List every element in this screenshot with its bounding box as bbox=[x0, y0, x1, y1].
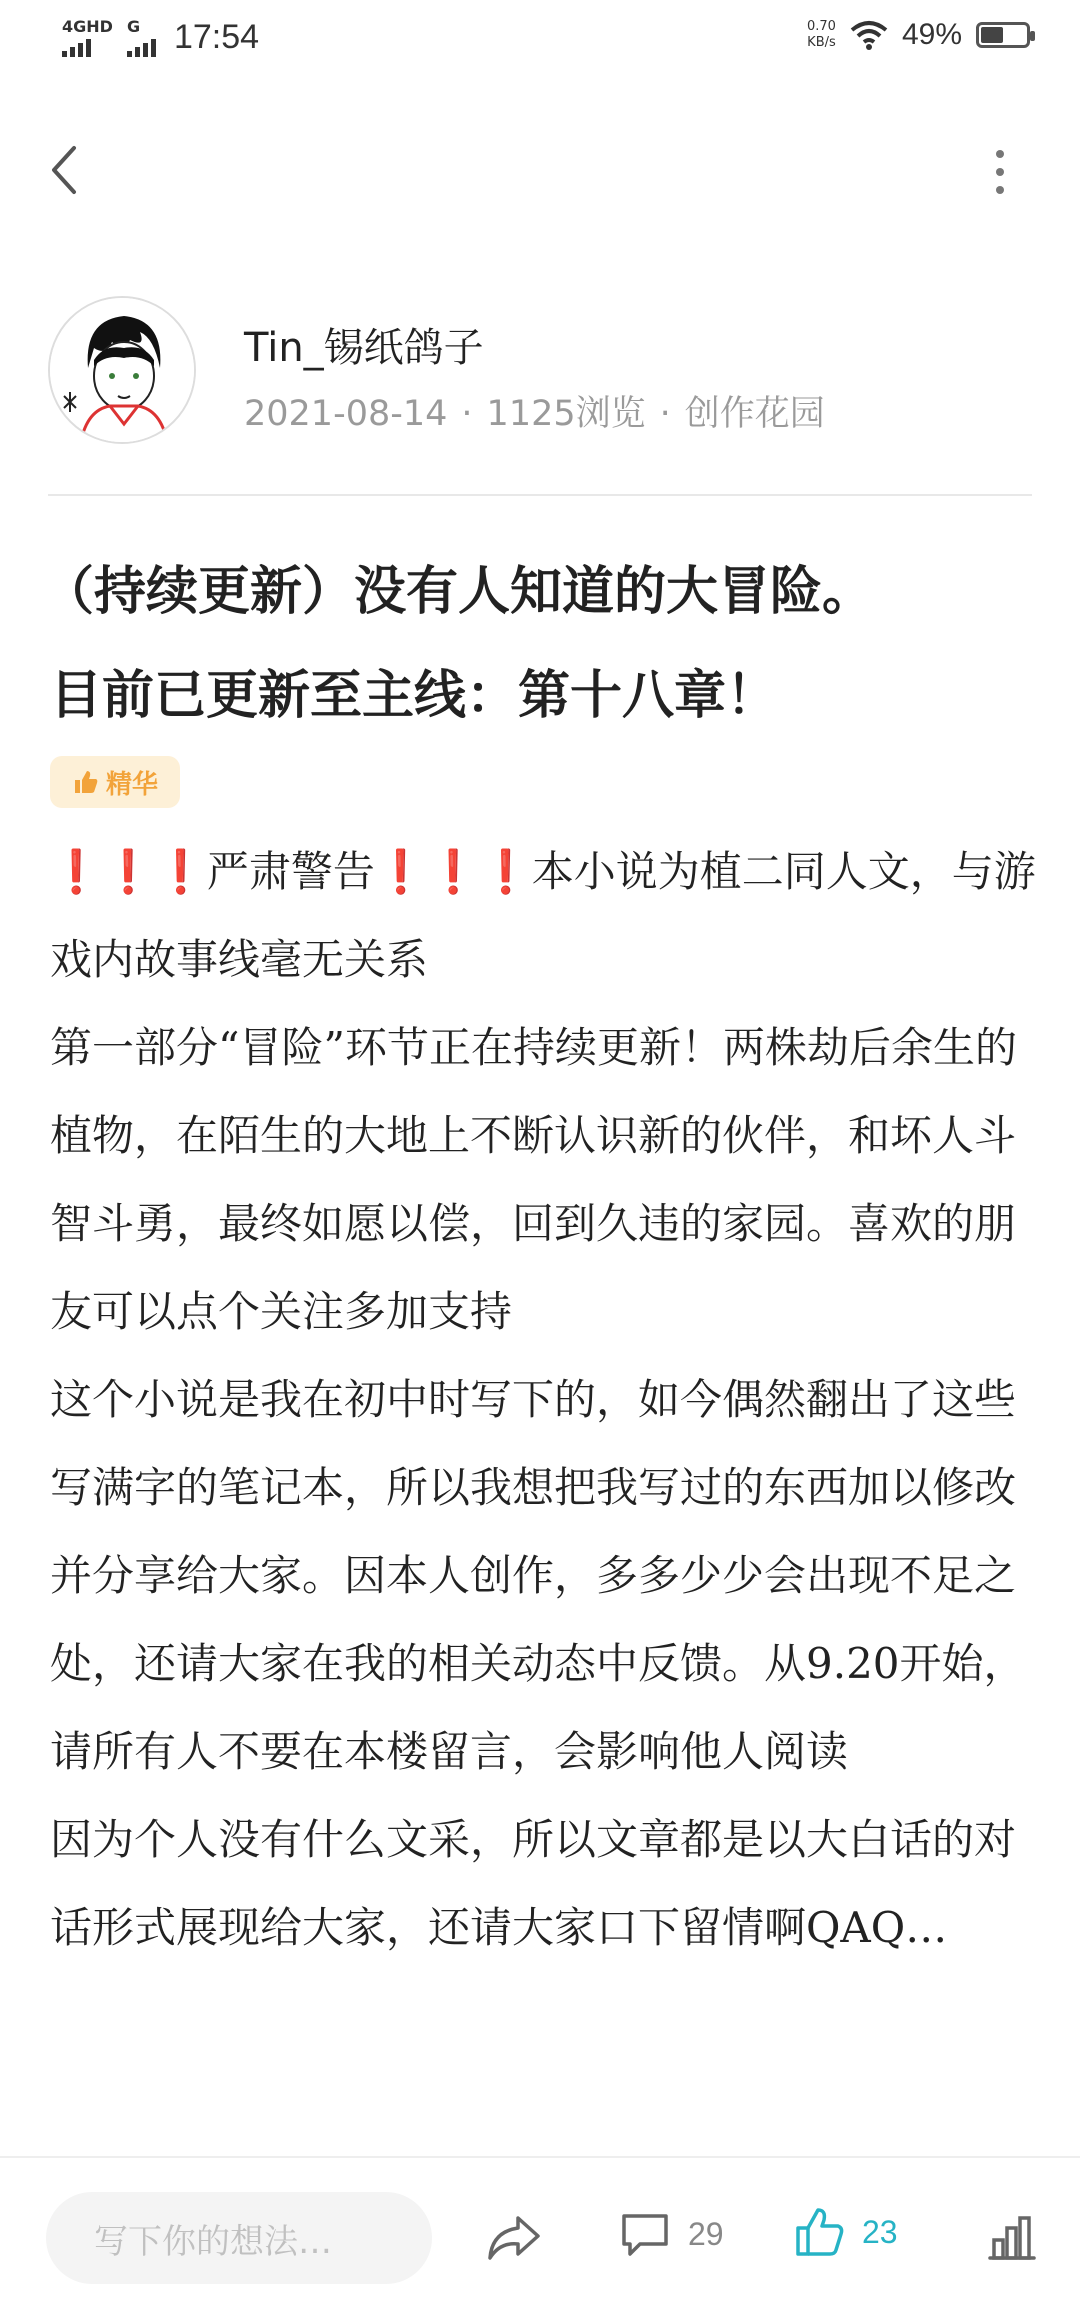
chevron-left-icon bbox=[44, 140, 84, 200]
comment-button[interactable] bbox=[620, 2210, 724, 2258]
network-speed bbox=[807, 19, 836, 51]
badge-label: 精华 bbox=[105, 769, 158, 800]
back-button[interactable] bbox=[44, 140, 84, 200]
speed-value: 0.70 bbox=[807, 19, 836, 34]
status-right bbox=[807, 18, 1030, 52]
post-meta bbox=[244, 386, 825, 436]
meta-separator: · bbox=[659, 394, 671, 434]
author-name[interactable]: Tin_锡纸鸽子 bbox=[244, 325, 484, 371]
title-line-2: 目前已更新至主线：第十八章！ bbox=[50, 665, 779, 726]
signal-bars-icon-2 bbox=[127, 35, 156, 57]
author-avatar[interactable] bbox=[48, 296, 196, 444]
warning-label: 严肃警告 bbox=[206, 847, 375, 896]
header-divider bbox=[48, 494, 1032, 496]
post-title bbox=[42, 540, 1040, 748]
network-indicator-2 bbox=[126, 16, 156, 57]
title-line-1: （持续更新）没有人知道的大冒险。 bbox=[42, 561, 875, 622]
warning-marks: ❗❗❗ bbox=[374, 847, 532, 896]
post-body bbox=[50, 828, 1040, 1972]
network-type-label-2: G bbox=[126, 16, 141, 36]
paragraph-3: 这个小说是我在初中时写下的，如今偶然翻出了这些写满字的笔记本，所以我想把我写过的东西加以修改并分享给大家。因本人创作，多多少少会出现不足之处，还请大家在我的相关动态中反馈。从9.20开始，请所有人不要在本楼留言，会影响他人阅读 bbox=[50, 1375, 1026, 1776]
like-count: 23 bbox=[862, 2213, 898, 2250]
view-count: 1125浏览 bbox=[486, 394, 646, 434]
bottom-action-bar bbox=[0, 2156, 1080, 2318]
warning-marks: ❗❗❗ bbox=[50, 847, 207, 896]
post-date: 2021-08-14 bbox=[244, 394, 448, 434]
paragraph-4: 因为个人没有什么文采，所以文章都是以大白话的对话形式展现给大家，还请大家口下留情啊QAQ… bbox=[50, 1815, 1017, 1952]
speed-unit: KB/s bbox=[807, 35, 836, 50]
comment-bubble-icon bbox=[620, 2210, 670, 2258]
thumbs-up-icon bbox=[72, 768, 100, 796]
comment-input[interactable]: 写下你的想法… bbox=[46, 2192, 432, 2284]
featured-badge bbox=[50, 756, 180, 808]
battery-icon bbox=[976, 22, 1030, 48]
paragraph-1-text: 本小说为植二同人文，与游戏内故事线毫无关系 bbox=[50, 847, 1036, 984]
network-type-label: 4GHD bbox=[62, 16, 113, 36]
status-left bbox=[62, 18, 259, 57]
network-indicator-1 bbox=[62, 16, 113, 57]
comment-count: 29 bbox=[688, 2215, 724, 2252]
bar-chart-icon bbox=[986, 2214, 1038, 2262]
status-bar bbox=[0, 0, 1080, 80]
battery-level-fill bbox=[981, 27, 1003, 43]
share-button[interactable] bbox=[486, 2214, 542, 2266]
battery-percent: 49% bbox=[901, 18, 962, 51]
thumbs-up-icon bbox=[794, 2206, 846, 2258]
signal-bars-icon bbox=[62, 35, 91, 57]
clock: 17:54 bbox=[173, 18, 260, 56]
stats-button[interactable] bbox=[986, 2214, 1038, 2266]
post-category[interactable]: 创作花园 bbox=[684, 394, 825, 434]
meta-separator: · bbox=[461, 394, 473, 434]
wifi-icon bbox=[850, 20, 888, 50]
share-icon bbox=[486, 2214, 542, 2262]
paragraph-2: 第一部分“冒险”环节正在持续更新！两株劫后余生的植物，在陌生的大地上不断认识新的伙伴，和坏人斗智斗勇，最终如愿以偿，回到久违的家园。喜欢的朋友可以点个关注多加支持 bbox=[50, 1023, 1017, 1336]
like-button[interactable] bbox=[794, 2206, 898, 2258]
avatar-illustration-icon bbox=[50, 298, 196, 444]
paragraph-1 bbox=[50, 828, 1040, 1004]
more-options-button[interactable] bbox=[990, 150, 1010, 194]
